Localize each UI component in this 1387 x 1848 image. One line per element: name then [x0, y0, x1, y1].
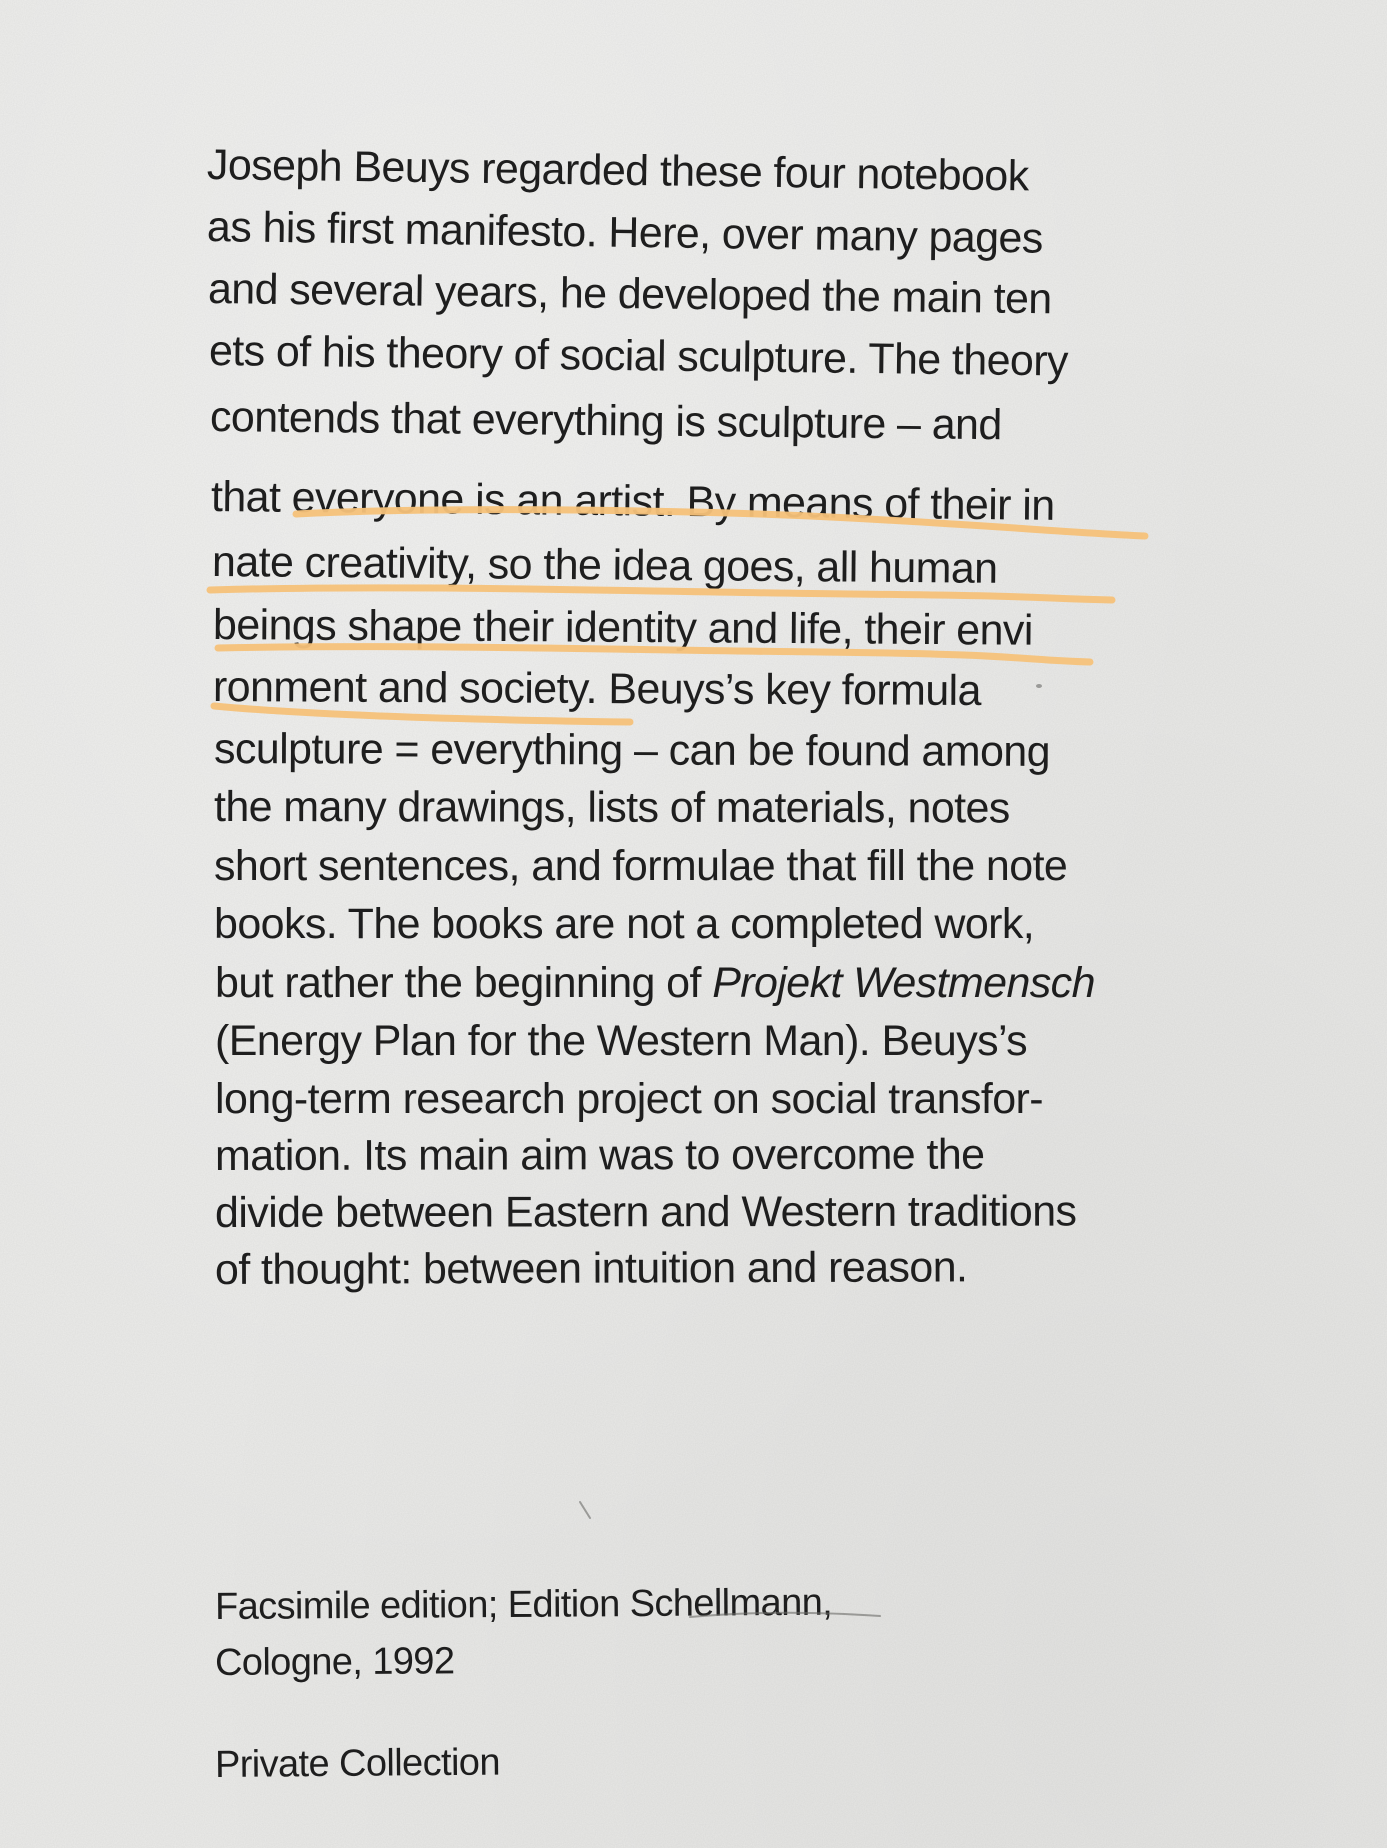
label-line: (Energy Plan for the Western Man). Beuys’s	[215, 1017, 1028, 1065]
label-line: divide between Eastern and Western traditions	[214, 1187, 1077, 1237]
label-line: mation. Its main aim was to overcome the	[214, 1130, 985, 1180]
label-line-text: but rather the beginning of	[215, 959, 713, 1007]
label-line: nate creativity, so the idea goes, all human	[211, 538, 998, 593]
label-line: contends that everything is sculpture – and	[209, 393, 1002, 450]
label-line	[215, 959, 1095, 1007]
label-line: long-term research project on social transfor-	[215, 1075, 1043, 1123]
label-line: Joseph Beuys regarded these four notebook	[206, 141, 1029, 201]
edition-line: Facsimile edition; Edition Schellmann,	[214, 1581, 833, 1628]
collection-line: Private Collection	[214, 1741, 501, 1786]
label-line: the many drawings, lists of materials, notes	[213, 783, 1010, 833]
label-line: of thought: between intuition and reason.	[214, 1243, 968, 1294]
label-line: as his first manifesto. Here, over many pages	[206, 203, 1044, 263]
label-line: ronment and society. Beuys’s key formula	[212, 663, 982, 716]
dust-speck	[1036, 684, 1042, 688]
label-line: books. The books are not a completed work,	[214, 900, 1035, 948]
label-line: beings shape their identity and life, their envi	[212, 601, 1033, 655]
label-line: and several years, he developed the main ten	[207, 265, 1052, 324]
edition-line: Cologne, 1992	[214, 1640, 455, 1684]
label-line: ets of his theory of social sculpture. The theory	[208, 327, 1069, 386]
label-line: short sentences, and formulae that fill the note	[214, 842, 1068, 890]
project-title: Projekt Westmensch	[712, 959, 1095, 1007]
label-line: that everyone is an artist. By means of their in	[210, 473, 1055, 530]
label-line: sculpture = everything – can be found among	[213, 725, 1051, 776]
